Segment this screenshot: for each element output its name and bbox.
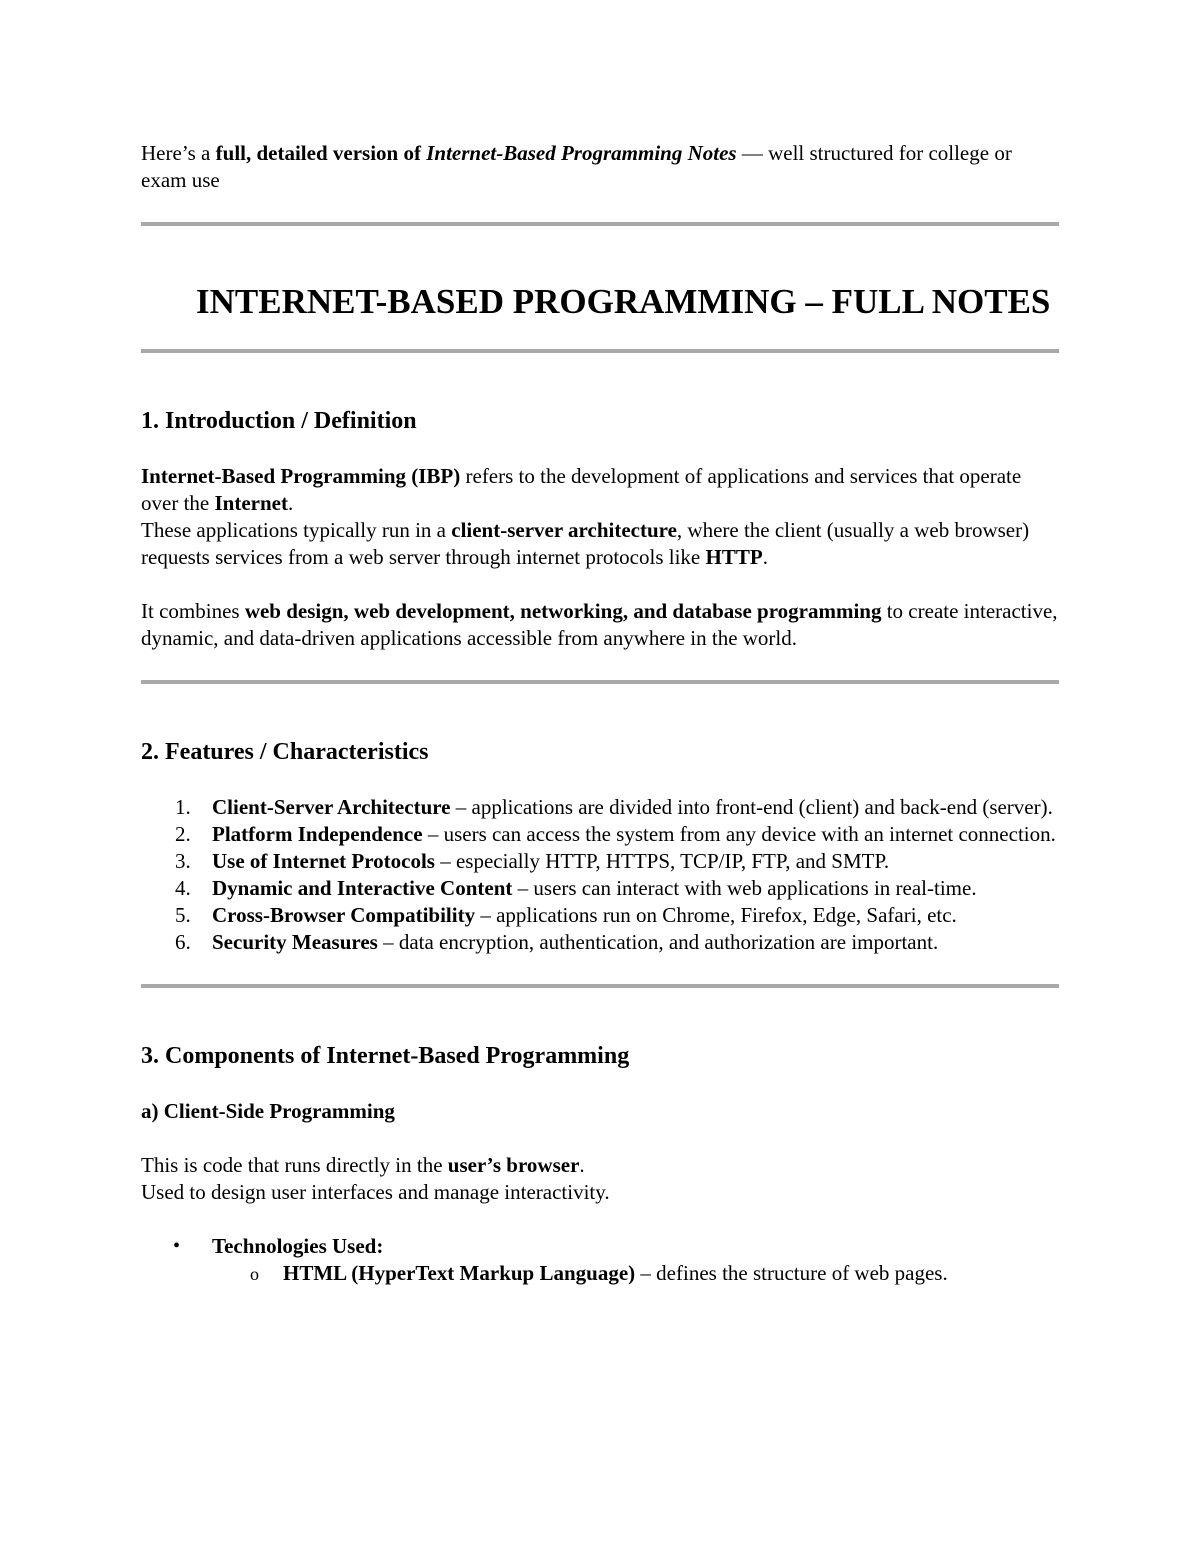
section-heading-features: 2. Features / Characteristics [141, 739, 429, 765]
horizontal-rule [141, 222, 1059, 226]
section-heading-components: 3. Components of Internet-Based Programming [141, 1043, 630, 1069]
section3-paragraph-1: This is code that runs directly in the user’s browser. [141, 1153, 585, 1177]
section1-paragraph-2: It combines web design, web development, networking, and database programming to create interactive, dynamic, and data-driven applications accessible from anywhere in the world. [141, 599, 1058, 650]
list-item: 5. Cross-Browser Compatibility – applications run on Chrome, Firefox, Edge, Safari, etc. [175, 903, 957, 927]
section-heading-introduction: 1. Introduction / Definition [141, 408, 417, 434]
list-item: 6. Security Measures – data encryption, authentication, and authorization are important. [175, 930, 939, 954]
horizontal-rule [141, 680, 1059, 684]
list-item [141, 1233, 1059, 1287]
technologies-sublist [212, 1260, 1059, 1287]
section1-paragraph-1: Internet-Based Programming (IBP) refers to the development of applications and services that operate over the Internet. These applications typically run in a client-server architecture, where the client (usually a web browser) requests services from a web server through internet protocols like HTTP. [141, 464, 1030, 569]
intro-line: Here’s a full, detailed version of Internet-Based Programming Notes — well structured for college or exam use [141, 141, 1012, 192]
features-list [141, 794, 1059, 956]
list-item: 1. Client-Server Architecture – applications are divided into front-end (client) and back-end (server). [175, 795, 1053, 819]
intro-bold-italic: Internet-Based Programming Notes [426, 141, 737, 165]
list-item: 4. Dynamic and Interactive Content – users can interact with web applications in real-time. [175, 876, 977, 900]
technologies-list [141, 1233, 1059, 1287]
list-item: 2. Platform Independence – users can access the system from any device with an internet connection. [175, 822, 1056, 846]
technologies-label: Technologies Used: [212, 1234, 384, 1258]
document-page [141, 140, 1059, 1287]
bullet-icon: • [173, 1235, 181, 1257]
horizontal-rule [141, 984, 1059, 988]
section3-paragraph-2: Used to design user interfaces and manage interactivity. [141, 1180, 610, 1204]
intro-bold: full, detailed version of [215, 141, 427, 165]
document-title: INTERNET-BASED PROGRAMMING – FULL NOTES [196, 282, 1051, 321]
list-item: o HTML (HyperText Markup Language) – defines the structure of web pages. [212, 1260, 1059, 1287]
subsection-heading-client-side: a) Client-Side Programming [141, 1099, 395, 1123]
list-item: 3. Use of Internet Protocols – especially HTTP, HTTPS, TCP/IP, FTP, and SMTP. [175, 849, 890, 873]
horizontal-rule [141, 349, 1059, 353]
circle-bullet-icon: o [250, 1264, 259, 1284]
